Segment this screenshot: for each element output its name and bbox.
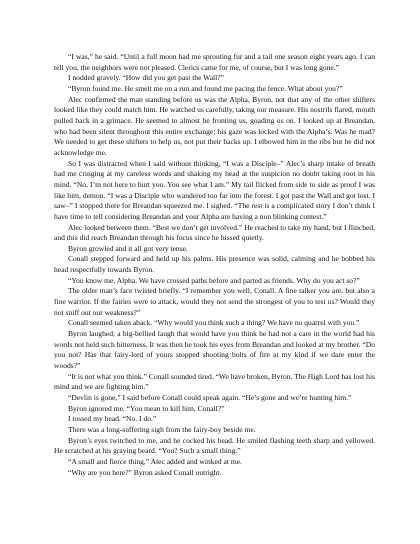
- paragraph: So I was distracted when I said without thinking, “I was a Disciple–” Alec’s sharp intake of breath had me cringing at my careless words and shaking my head at the suspicion no doubt taking root in his mind. “No, I’m not here to hurt you. You see what I am.” My tail flicked from side to side as proof I was like him, demon. “I was a Disciple who wandered too far into the forest. I got past the Wall and got lost. I saw–” I stopped there for Breandan squeezed me. I sighed. “The rest is a complicated story I don’t think I have time to tell considering Breandan and your Alpha are having a non blinking contest.”: [54, 158, 375, 221]
- paragraph: Byron ignored me. “You mean to kill him, Conall?”: [68, 403, 225, 413]
- paragraph: “I was,” he said. “Until a full moon had me sprouting fur and a tail one season eight years ago. I can tell you, the neighbors were not pleased. Clerics came for me, of course, but I was long gone.”: [54, 52, 375, 72]
- paragraph: “Devlin is gone,” I said before Conall could speak again. “He’s gone and we’re hunting him.”: [68, 393, 352, 402]
- paragraph: I nodded gravely. “How did you get past the Wall?”: [68, 73, 224, 83]
- paragraph: “A small and fierce thing,” Alec added and winked at me.: [68, 456, 242, 466]
- body-text: [54, 52, 375, 478]
- paragraph: Conall seemed taken aback. “Why would you think such a thing? We have no quarrel with you.”: [68, 318, 360, 328]
- paragraph: “You know me, Alpha. We have crossed paths before and parted as friends. Why do you act so?”: [68, 275, 360, 285]
- paragraph: There was a long-suffering sigh from the fairy-boy beside me.: [68, 424, 256, 434]
- paragraph: “Byron found me. He smelt me on a run and found me pacing the fence. What about you?”: [68, 83, 343, 93]
- paragraph: “It is not what you think.” Conall sounded tired. “We have broken, Byron. The High Lord has lost his mind and we are fighting him.”: [54, 371, 375, 392]
- paragraph: Alec looked between them. “Best we don’t get involved.” He reached to take my hand, but I flinched, and this did reach Breandan through his focus since he hissed quietly.: [54, 222, 375, 243]
- paragraph: The older man’s face twisted briefly. “I remember you well, Conall. A fine talker you are, but also a fine warrior. If the fairies were to attack, would they not send the strongest of you to test us? Would they not sniff out our weakness?”: [54, 286, 375, 317]
- paragraph: I tossed my head. “No. I do.”: [68, 414, 157, 424]
- paragraph: Byron laughed; a big-bellied laugh that would have you think he had not a care in the world had his words not held such bitterness. It was then he took his eyes from Breandan and looked at my brother. “Do you not? Has that fairy-lord of yours stopped shooting bolts of fire at my kind if we dare enter the woods?”: [54, 329, 375, 371]
- paragraph: “Why are you here?” Byron asked Conall outright.: [68, 467, 222, 477]
- paragraph: Conall stepped forward and held up his palms. His presence was solid, calming and he bobbed his head respectfully towards Byron.: [54, 254, 375, 275]
- paragraph: Byron’s eyes twitched to me, and he cocked his head. He smiled flashing teeth sharp and yellowed. He scratched at his graying beard. “You? Such a small thing.”: [54, 435, 375, 456]
- paragraph: Alec confirmed the man standing before us was the Alpha, Byron, not that any of the other shifters looked like they could match him. He watched us carefully, taking our measure. His nostrils flared, mouth pulled back in a grimace. He seemed to almost be fronting us, goading us on. I looked up at Breandan, who had been silent throughout this entire exchange; his gaze was locked with the Alpha’s. Was he mad? We needed to get these shifters to help us, not put their backs up. I elbowed him in the ribs but he did not acknowledge me.: [54, 94, 375, 157]
- paragraph: Byron growled and it all got very tense.: [68, 243, 188, 253]
